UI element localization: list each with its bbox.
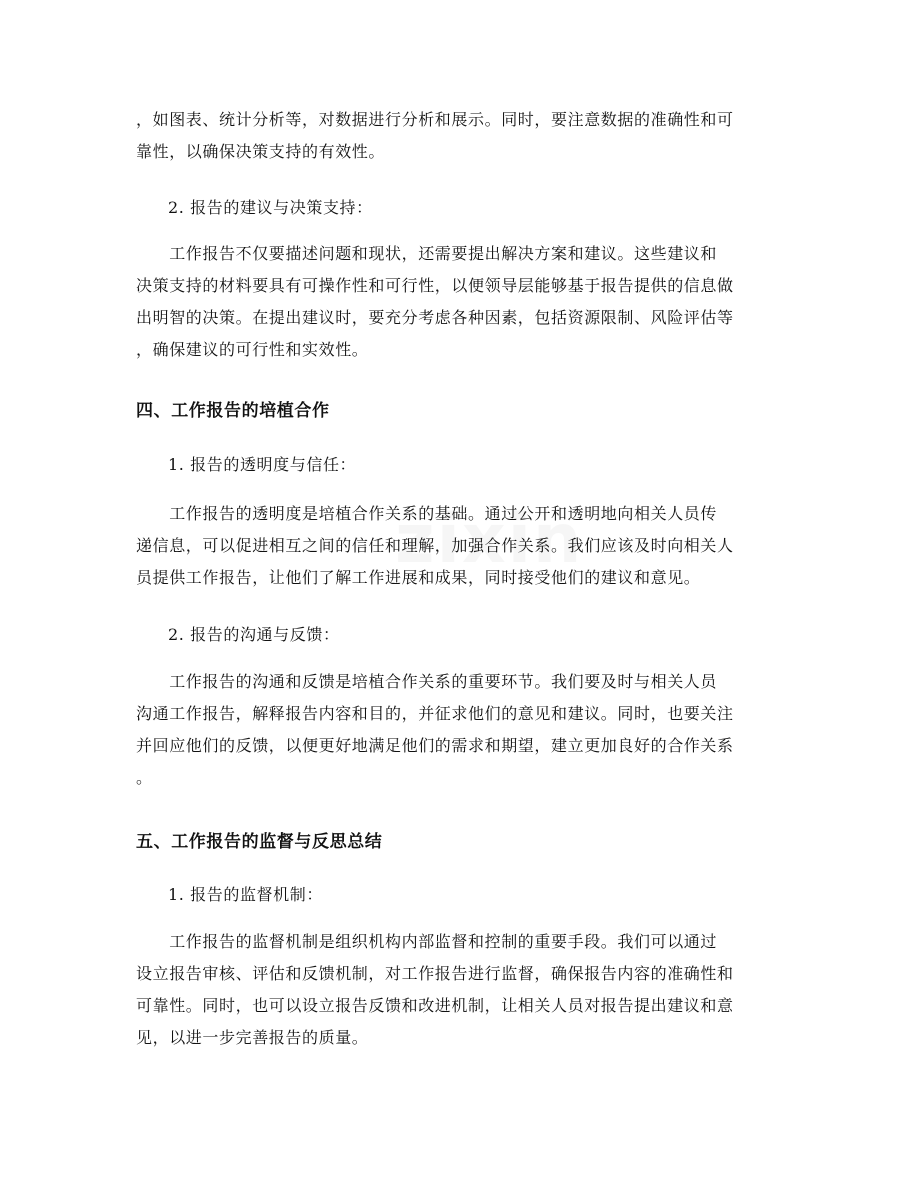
- paragraph-communication: [136, 666, 786, 794]
- text-line: 递信息，可以促进相互之间的信任和理解，加强合作关系。我们应该及时向相关人: [136, 536, 734, 555]
- text-line: 设立报告审核、评估和反馈机制，对工作报告进行监督，确保报告内容的准确性和: [136, 964, 734, 983]
- text-line: ，如图表、统计分析等，对数据进行分析和展示。同时，要注意数据的准确性和可: [136, 110, 734, 129]
- subheading-communication: 2. 报告的沟通与反馈：: [168, 625, 340, 644]
- paragraph-data-analysis-end: [136, 104, 786, 168]
- text-line: 见，以进一步完善报告的质量。: [136, 1028, 369, 1047]
- text-line: ，确保建议的可行性和实效性。: [136, 340, 369, 359]
- text-line: 工作报告的监督机制是组织机构内部监督和控制的重要手段。我们可以通过: [136, 932, 718, 951]
- text-line: 决策支持的材料要具有可操作性和可行性，以便领导层能够基于报告提供的信息做: [136, 276, 734, 295]
- paragraph-supervision-mechanism: [136, 926, 786, 1054]
- section-heading-cooperation: 四、工作报告的培植合作: [136, 401, 330, 421]
- subheading-recommendations: 2. 报告的建议与决策支持：: [168, 198, 373, 217]
- paragraph-transparency: [136, 498, 786, 594]
- text-line: 沟通工作报告，解释报告内容和目的，并征求他们的意见和建议。同时，也要关注: [136, 704, 734, 723]
- text-line: 。: [136, 768, 153, 787]
- text-line: 可靠性。同时，也可以设立报告反馈和改进机制，让相关人员对报告提出建议和意: [136, 996, 734, 1015]
- section-heading-supervision: 五、工作报告的监督与反思总结: [136, 832, 383, 852]
- text-line: 出明智的决策。在提出建议时，要充分考虑各种因素，包括资源限制、风险评估等: [136, 308, 734, 327]
- text-line: 工作报告的透明度是培植合作关系的基础。通过公开和透明地向相关人员传: [136, 504, 718, 523]
- text-line: 工作报告不仅要描述问题和现状，还需要提出解决方案和建议。这些建议和: [136, 244, 718, 263]
- text-line: 并回应他们的反馈，以便更好地满足他们的需求和期望，建立更加良好的合作关系: [136, 736, 734, 755]
- text-line: 靠性，以确保决策支持的有效性。: [136, 142, 386, 161]
- subheading-transparency: 1. 报告的透明度与信任：: [168, 455, 357, 474]
- text-line: 员提供工作报告，让他们了解工作进展和成果，同时接受他们的建议和意见。: [136, 568, 701, 587]
- paragraph-recommendations: [136, 238, 786, 366]
- text-line: 工作报告的沟通和反馈是培植合作关系的重要环节。我们要及时与相关人员: [136, 672, 718, 691]
- subheading-supervision-mechanism: 1. 报告的监督机制：: [168, 885, 323, 904]
